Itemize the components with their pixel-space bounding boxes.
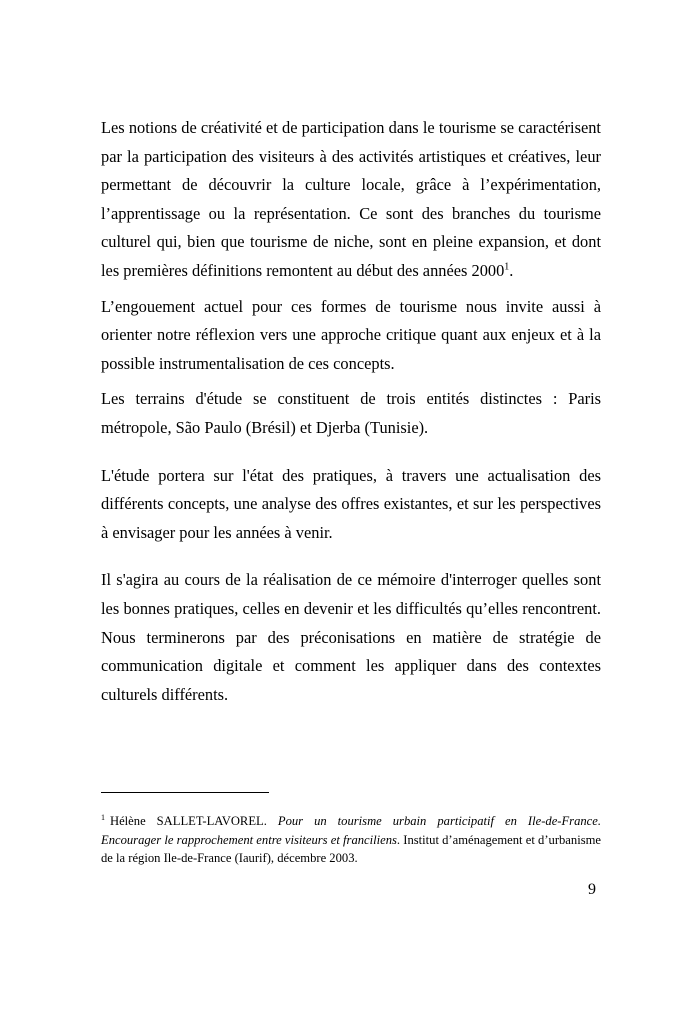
paragraph-1-end: . — [509, 260, 514, 280]
paragraph-2: L’engouement actuel pour ces formes de tourisme nous invite aussi à orienter notre réflexion vers une approche critique quant aux enjeux et à la possible instrumentalisation de ces concepts. — [101, 296, 601, 373]
paragraph-4: L'étude portera sur l'état des pratiques, à travers une actualisation des différents concepts, une analyse des offres existantes, et sur les perspectives à envisager pour les années à venir. — [101, 465, 601, 542]
footnote-title: Pour un tourisme urbain participatif en Ile-de-France. Encourager le rapprochement entre visiteurs et franciliens — [101, 814, 601, 847]
paragraph-1 — [101, 114, 601, 286]
footnote-publisher: . Institut d’aménagement et d’urbanisme de la région Ile-de-France (Iaurif), décembre 2003. — [101, 832, 601, 865]
footnote-separator — [101, 792, 269, 793]
document-body — [101, 114, 601, 709]
footnote-author: Hélène SALLET-LAVOREL. — [110, 814, 278, 828]
paragraph-3: Les terrains d'étude se constituent de trois entités distinctes : Paris métropole, São Paulo (Brésil) et Djerba (Tunisie). — [101, 389, 601, 437]
footnote-reference: 1 — [504, 261, 510, 273]
footnote-number: 1 — [101, 812, 105, 822]
paragraph-1-text: Les notions de créativité et de participation dans le tourisme se caractérisent par la participation des visiteurs à des activités artistiques et créatives, leur permettant de découvrir la culture locale, grâce à l’expérimentation, l’apprentissage ou la représentation. Ce sont des branches du tourisme culturel qui, bien que tourisme de niche, sont en pleine expansion, et dont les premières définitions remontent au début des années 2000 — [101, 118, 601, 280]
paragraph-5: Il s'agira au cours de la réalisation de ce mémoire d'interroger quelles sont les bonnes pratiques, celles en devenir et les difficultés qu’elles rencontrent. Nous terminerons par des préconisations en matière de stratégie de communication digitale et comment les appliquer dans des contextes culturels différents. — [101, 570, 601, 704]
footnote — [101, 812, 601, 868]
page-number: 9 — [588, 881, 596, 898]
